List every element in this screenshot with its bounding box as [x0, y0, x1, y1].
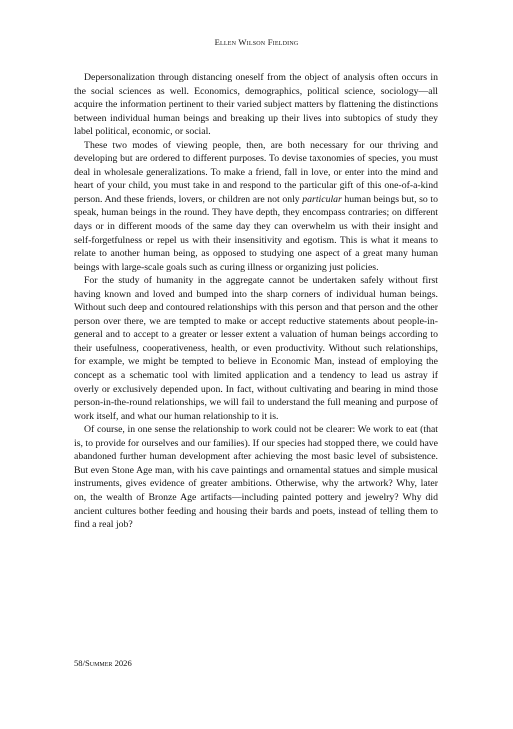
running-head: Ellen Wilson Fielding [214, 37, 299, 47]
italic-emphasis: particular [302, 193, 342, 205]
paragraph-2-text-after: human beings but, so to speak, human beings in the round. They have depth, they encompass contraries; on different days or in different moods of the same day they can overwhelm us with their insight and self-forgetfulness or repel us with their insensitivity and egotism. This is what it means to relate to another human being, as opposed to studying one aspect of a great many human beings with large-scale goals such as curing illness or organizing just policies. [74, 193, 438, 273]
body-text [74, 71, 438, 532]
paragraph-2-text-before: These two modes of viewing people, then, are both necessary for our thriving and developing but are ordered to different purposes. To devise taxonomies of species, you must deal in wholesale generalizations. To make a friend, fall in love, or enter into the mind and heart of your child, you must take in and respond to the particular gift of this one-of-a-kind person. And these friends, lovers, or children are not only [74, 139, 438, 205]
paragraph-2 [74, 139, 438, 274]
paragraph-1: Depersonalization through distancing oneself from the object of analysis often occurs in the social sciences as well. Economics, demographics, political science, sociology—all acquire the information pertinent to their varied subject matters by flattening the distinctions between individual human beings and breaking up their lives into subtopics of study they label political, economic, or social. [74, 72, 438, 138]
paragraph-3: For the study of humanity in the aggregate cannot be undertaken safely without first having known and loved and bumped into the sharp corners of individual human beings. Without such deep and contoured relationships with this person and that person and the other person over there, we are tempted to make or accept reductive statements about people-in-general and to accept to a greater or lesser extent a valuation of human beings according to their usefulness, cooperativeness, health, or even productivity. Without such relationships, for example, we might be tempted to believe in Economic Man, instead of employing the concept as a schematic tool with limited application and a tendency to lead us astray if overly or exclusively depended upon. In fact, without cultivating and bearing in mind those person-in-the-round relationships, we will fail to understand the full meaning and purpose of work itself, and what our human relationship to it is. [74, 275, 438, 422]
paragraph-4: Of course, in one sense the relationship to work could not be clearer: We work to eat (that is, to provide for ourselves and our families). If our species had stopped there, we could have abandoned further human development after achieving the most basic level of subsistence. But even Stone Age man, with his cave paintings and ornamental statues and simple musical instruments, gives evidence of greater ambitions. Otherwise, why the artwork? Why, later on, the wealth of Bronze Age artifacts—including painted pottery and jewelry? Why did ancient cultures bother feeding and housing their bards and poets, instead of telling them to find a real job? [74, 424, 438, 531]
page-folio: 58/Summer 2026 [74, 658, 132, 668]
